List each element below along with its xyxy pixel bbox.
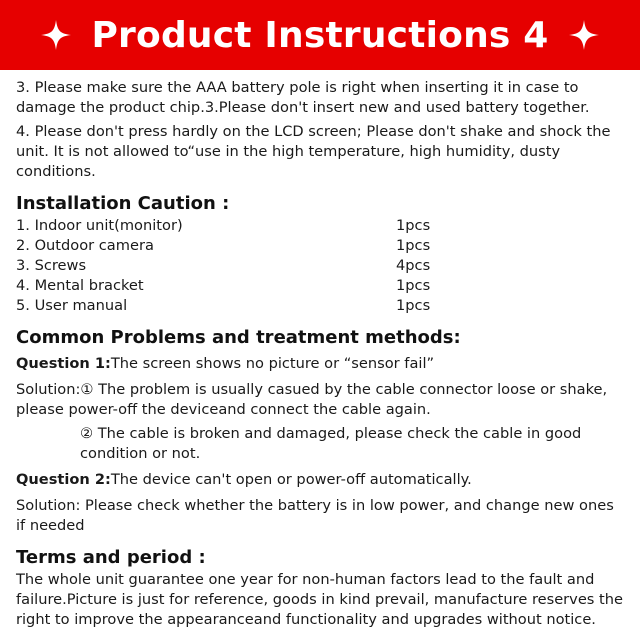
sparkle-star-icon — [41, 20, 71, 50]
list-item — [16, 276, 624, 296]
header-banner — [0, 0, 640, 70]
problems-heading: Common Problems and treatment methods: — [16, 327, 461, 348]
question-1-text: The screen shows no picture or “sensor fail” — [110, 355, 435, 372]
question-1-label: Question 1: — [16, 355, 111, 372]
list-item — [16, 236, 624, 256]
item-qty: 1pcs — [396, 237, 431, 254]
installation-list — [16, 216, 624, 316]
note-lcd: 4. Please don't press hardly on the LCD screen; Please don't shake and shock the unit. It is not allowed to“use in the high temperature, high humidity, dusty conditions. — [16, 123, 611, 180]
item-name: 4. Mental bracket — [16, 277, 144, 294]
question-1 — [16, 354, 624, 374]
item-name: 3. Screws — [16, 257, 87, 274]
solution-1: Solution:① The problem is usually casued by the cable connector loose or shake, please power-off the deviceand connect the cable again. — [16, 381, 608, 418]
item-qty: 1pcs — [396, 217, 431, 234]
solution-2: Solution: Please check whether the battery is in low power, and change new ones if needed — [16, 497, 614, 534]
item-qty: 1pcs — [396, 277, 431, 294]
list-item — [16, 256, 624, 276]
question-2-label: Question 2: — [16, 471, 111, 488]
list-item — [16, 296, 624, 316]
question-2-text: The device can't open or power-off automatically. — [110, 471, 472, 488]
item-qty: 4pcs — [396, 257, 431, 274]
page-title: Product Instructions 4 — [91, 14, 549, 56]
solution-1-alt: ② The cable is broken and damaged, please check the cable in good condition or not. — [80, 425, 582, 462]
terms-text: The whole unit guarantee one year for non-human factors lead to the fault and failure.Picture is just for reference, goods in kind prevail, manufacture reserves the right to improve the appearanceand functionality and upgrades without notice. — [16, 571, 623, 628]
installation-heading: Installation Caution : — [16, 193, 230, 214]
question-2 — [16, 470, 624, 490]
terms-heading: Terms and period : — [16, 547, 206, 568]
item-qty: 1pcs — [396, 297, 431, 314]
item-name: 1. Indoor unit(monitor) — [16, 217, 183, 234]
item-name: 2. Outdoor camera — [16, 237, 154, 254]
note-battery: 3. Please make sure the AAA battery pole is right when inserting it in case to damage the product chip.3.Please don't insert new and used battery together. — [16, 79, 590, 116]
list-item — [16, 216, 624, 236]
instructions-body — [0, 70, 640, 630]
sparkle-star-icon — [569, 20, 599, 50]
item-name: 5. User manual — [16, 297, 128, 314]
